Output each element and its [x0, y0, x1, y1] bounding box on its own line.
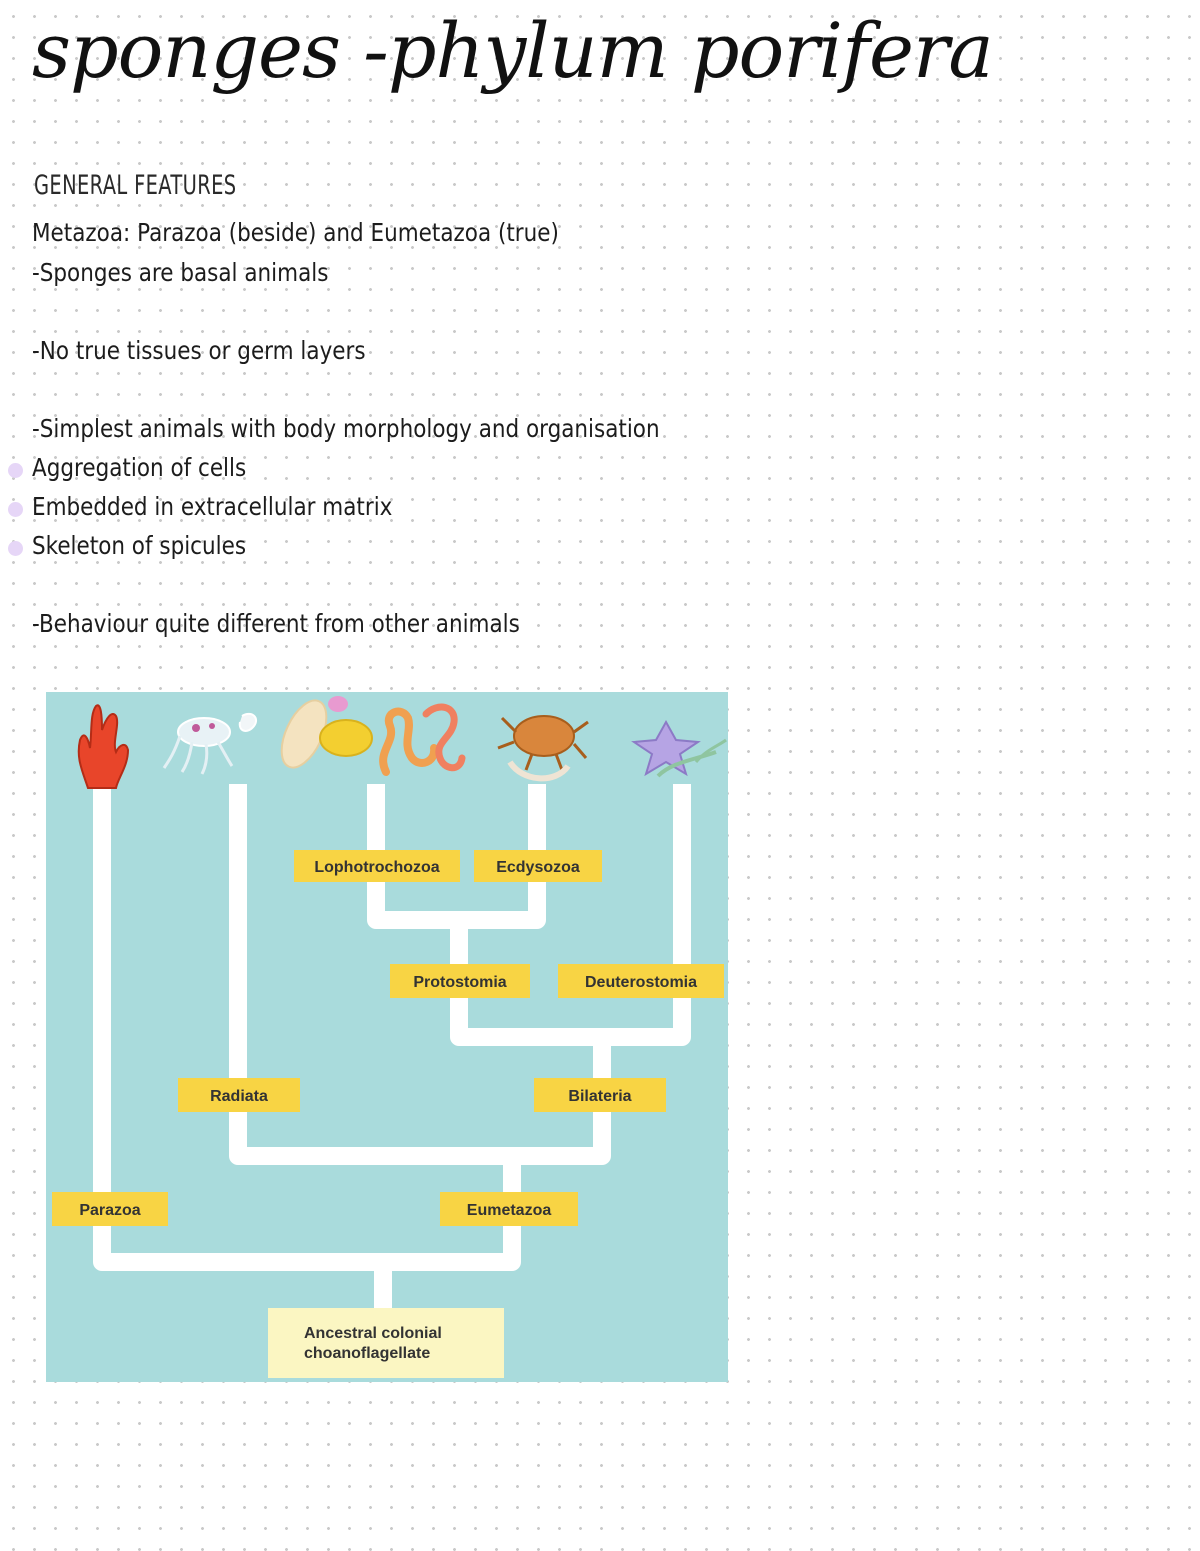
label-radiata [178, 1078, 300, 1112]
branch-protostomia-deuterostomia [459, 784, 682, 1037]
bullet-spicules: Skeleton of spicules [32, 531, 247, 560]
note-basal-animals: -Sponges are basal animals [32, 258, 329, 287]
label-lophotrochozoa-text: Lophotrochozoa [314, 859, 440, 876]
label-protostomia [390, 964, 530, 998]
label-radiata-text: Radiata [210, 1088, 268, 1105]
section-heading: GENERAL FEATURES [34, 170, 237, 201]
label-parazoa [52, 1192, 168, 1226]
sponge-icon [79, 705, 128, 788]
lophotrochozoa-icon [272, 694, 462, 774]
label-deuterostomia [558, 964, 724, 998]
note-metazoa: Metazoa: Parazoa (beside) and Eumetazoa (true) [32, 218, 559, 247]
label-ecdysozoa-text: Ecdysozoa [496, 859, 580, 876]
cnidarian-icon [164, 714, 256, 774]
label-ecdysozoa [474, 850, 602, 882]
bullet-aggregation: Aggregation of cells [32, 453, 247, 482]
label-ancestor-line2: choanoflagellate [304, 1345, 431, 1362]
page-title: sponges -phylum porifera [32, 6, 993, 95]
note-no-tissues: -No true tissues or germ layers [32, 336, 366, 365]
bullet-dot [8, 502, 23, 517]
note-simplest-animals: -Simplest animals with body morphology and organisation [32, 414, 660, 443]
bullet-extracellular-matrix: Embedded in extracellular matrix [32, 492, 393, 521]
label-eumetazoa-text: Eumetazoa [466, 1202, 552, 1219]
bullet-dot [8, 463, 23, 478]
phylogenetic-tree [46, 692, 728, 1382]
phylogenetic-tree-figure [46, 692, 728, 1382]
label-bilateria [534, 1078, 666, 1112]
note-behaviour: -Behaviour quite different from other animals [32, 609, 520, 638]
echinoderm-icon [634, 722, 726, 776]
arthropod-icon [498, 716, 588, 778]
label-eumetazoa [440, 1192, 578, 1226]
bullet-dot [8, 541, 23, 556]
label-bilateria-text: Bilateria [568, 1088, 632, 1105]
label-parazoa-text: Parazoa [79, 1202, 141, 1219]
label-ancestor-line1: Ancestral colonial [304, 1325, 442, 1342]
label-lophotrochozoa [294, 850, 460, 882]
label-deuterostomia-text: Deuterostomia [584, 974, 698, 991]
label-protostomia-text: Protostomia [413, 974, 507, 991]
label-ancestor [268, 1308, 504, 1378]
